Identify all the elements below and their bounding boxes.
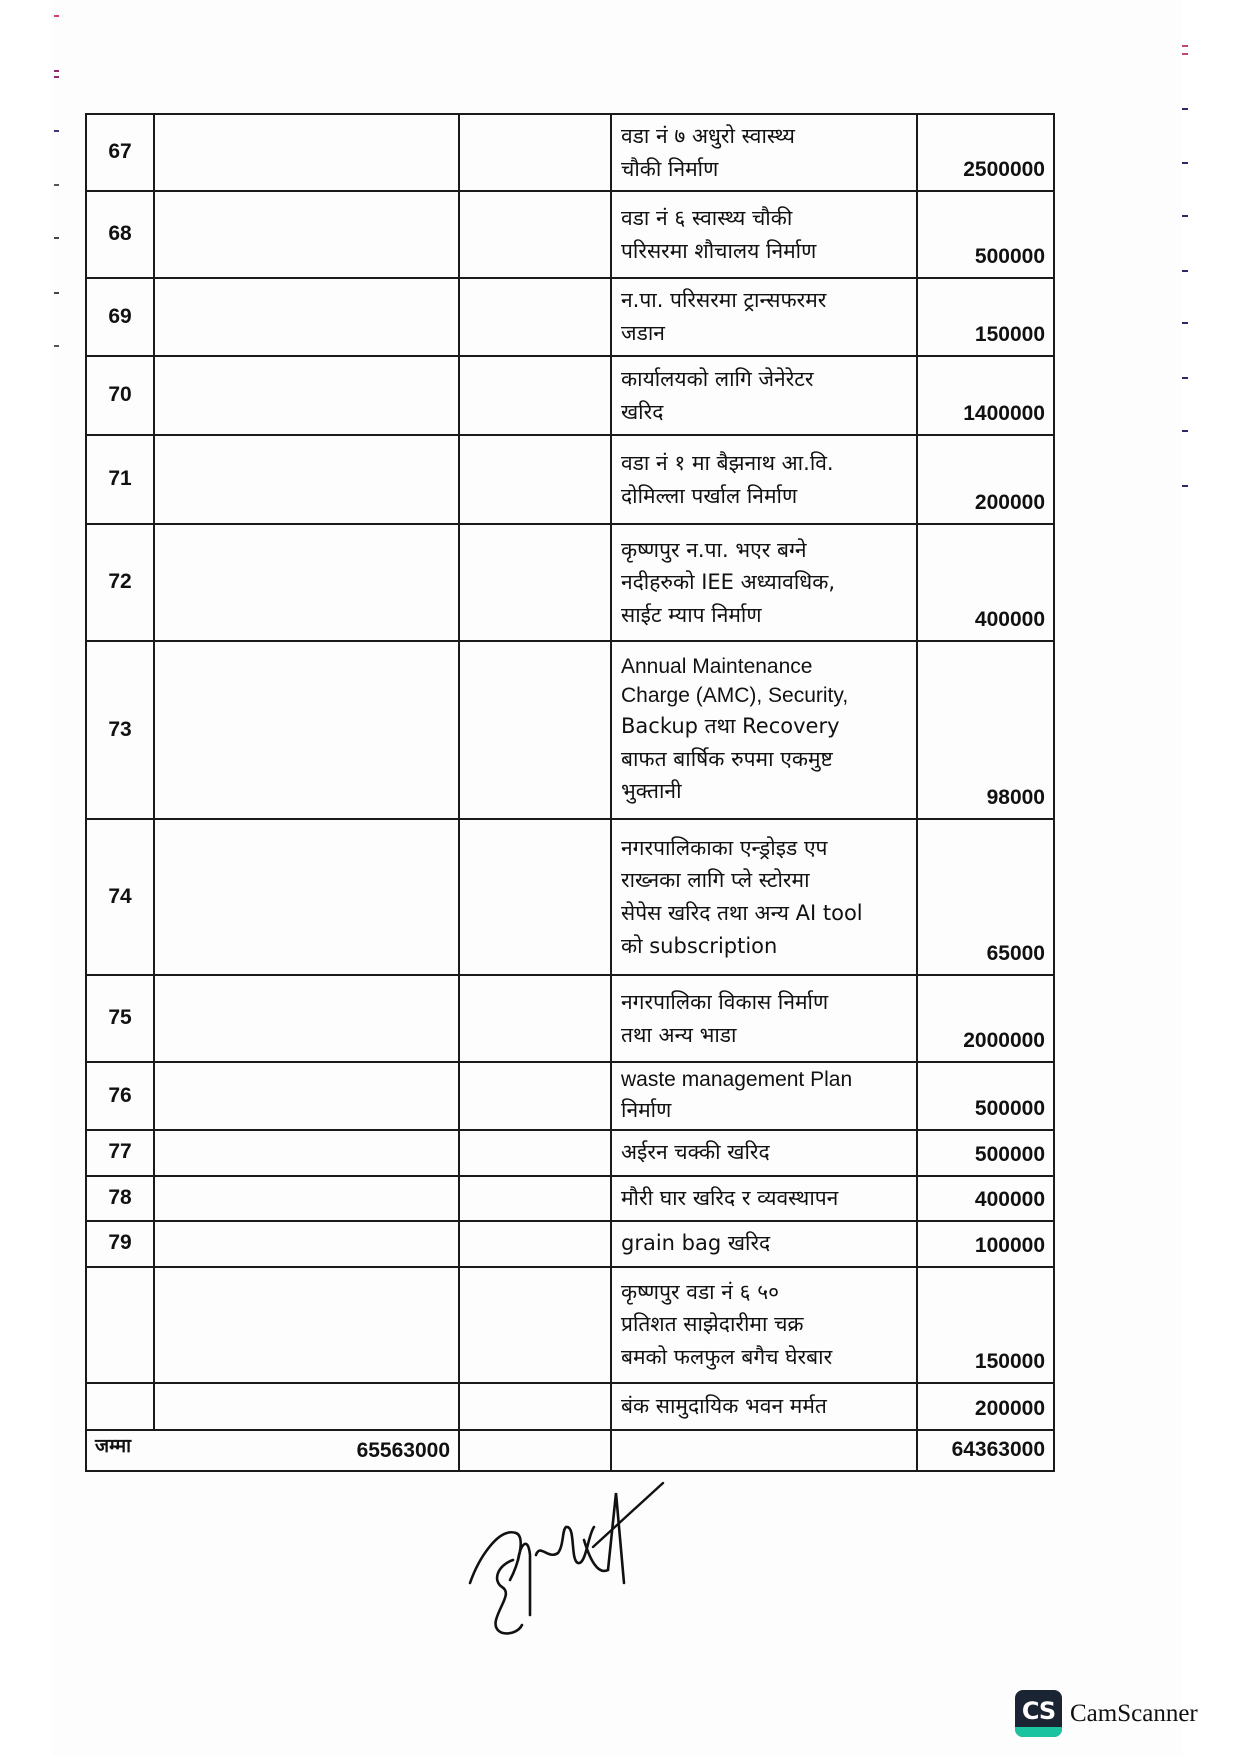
edge-mark: [1182, 485, 1188, 487]
amount: 200000: [917, 1383, 1054, 1430]
description-line: सेपेस खरिद तथा अन्य AI tool: [621, 901, 863, 925]
serial-number: 73: [86, 641, 154, 819]
budget-table-body: [86, 114, 1054, 1430]
blank-cell: [154, 114, 459, 191]
camscanner-logo-icon: [1015, 1690, 1062, 1737]
description-line: को subscription: [621, 933, 778, 958]
description-cell: [611, 435, 917, 524]
table-row: [86, 278, 1054, 356]
description-cell: [611, 1221, 917, 1267]
blank-cell: [154, 819, 459, 975]
blank-cell: [459, 641, 611, 819]
serial-number: 79: [86, 1221, 154, 1267]
edge-mark: [54, 292, 59, 294]
description-line: नदीहरुको IEE अध्यावधिक,: [621, 570, 835, 595]
description-cell: [611, 641, 917, 819]
amount: 200000: [917, 435, 1054, 524]
blank-cell: [459, 191, 611, 278]
blank-cell: [154, 641, 459, 819]
description-cell: [611, 1267, 917, 1383]
description-line: waste management Plan: [621, 1068, 853, 1091]
blank-cell: [154, 356, 459, 435]
signature: [458, 1465, 678, 1650]
table-row: [86, 819, 1054, 975]
blank-cell: [154, 1062, 459, 1130]
edge-mark: [54, 76, 59, 78]
serial-number: 67: [86, 114, 154, 191]
description-line: चौकी निर्माण: [621, 156, 719, 181]
description-line: तथा अन्य भाडा: [621, 1022, 737, 1047]
serial-number: 78: [86, 1176, 154, 1221]
serial-number: 70: [86, 356, 154, 435]
description-line: कार्यालयको लागि जेनेरेटर: [621, 366, 814, 391]
edge-mark: [1182, 53, 1188, 55]
amount: 150000: [917, 278, 1054, 356]
serial-number: 72: [86, 524, 154, 641]
serial-number: 75: [86, 975, 154, 1062]
table-row: [86, 114, 1054, 191]
description-cell: [611, 356, 917, 435]
total-amount: 64363000: [917, 1430, 1054, 1471]
blank-cell: [459, 1221, 611, 1267]
serial-number: 76: [86, 1062, 154, 1130]
table-row: [86, 975, 1054, 1062]
description-line: परिसरमा शौचालय निर्माण: [621, 238, 817, 263]
description-cell: [611, 1130, 917, 1176]
table-row: [86, 524, 1054, 641]
description-line: वडा नं १ मा बैझनाथ आ.वि.: [621, 450, 834, 475]
table-row: [86, 1221, 1054, 1267]
blank-cell: [154, 1267, 459, 1383]
amount: 500000: [917, 1130, 1054, 1176]
description-line: grain bag खरिद: [621, 1231, 771, 1256]
amount: 400000: [917, 1176, 1054, 1221]
blank-cell: [154, 1130, 459, 1176]
serial-number: [86, 1267, 154, 1383]
blank-cell: [459, 1176, 611, 1221]
amount: 150000: [917, 1267, 1054, 1383]
amount: 500000: [917, 191, 1054, 278]
blank-cell: [459, 819, 611, 975]
description-line: वडा नं ७ अधुरो स्वास्थ्य: [621, 123, 795, 148]
amount: 2000000: [917, 975, 1054, 1062]
camscanner-name: CamScanner: [1070, 1699, 1198, 1727]
amount: 500000: [917, 1062, 1054, 1130]
blank-cell: [154, 1383, 459, 1430]
description-line: अईरन चक्की खरिद: [621, 1140, 770, 1165]
description-line: निर्माण: [621, 1098, 672, 1122]
blank-cell: [154, 278, 459, 356]
blank-cell: [459, 1383, 611, 1430]
camscanner-watermark: [1015, 1690, 1198, 1737]
description-line: जडान: [621, 321, 665, 345]
description-cell: [611, 278, 917, 356]
table-row: [86, 641, 1054, 819]
serial-number: 68: [86, 191, 154, 278]
table-row: [86, 1176, 1054, 1221]
edge-mark: [1182, 430, 1188, 432]
blank-cell: [154, 975, 459, 1062]
blank-cell: [154, 1176, 459, 1221]
serial-number: 77: [86, 1130, 154, 1176]
description-line: मौरी घार खरिद र व्यवस्थापन: [621, 1185, 839, 1210]
blank-cell: [154, 524, 459, 641]
amount: 100000: [917, 1221, 1054, 1267]
budget-table: [85, 113, 1055, 1472]
description-line: बंक सामुदायिक भवन मर्मत: [621, 1393, 827, 1418]
description-line: नगरपालिकाका एन्ड्रोइड एप: [621, 835, 828, 860]
description-line: Backup तथा Recovery: [621, 714, 840, 739]
blank-cell: [459, 1062, 611, 1130]
description-line: भुक्तानी: [621, 779, 682, 804]
total-budget: 65563000: [356, 1439, 450, 1462]
blank-cell: [459, 435, 611, 524]
blank-cell: [154, 1221, 459, 1267]
description-line: बाफत बार्षिक रुपमा एकमुष्ट: [621, 746, 833, 771]
serial-number: 74: [86, 819, 154, 975]
description-line: कृष्णपुर वडा नं ६ ५०: [621, 1279, 780, 1304]
edge-mark: [54, 184, 59, 186]
table-row: [86, 191, 1054, 278]
description-cell: [611, 1383, 917, 1430]
amount: 2500000: [917, 114, 1054, 191]
amount: 400000: [917, 524, 1054, 641]
edge-mark: [1182, 108, 1188, 110]
description-cell: [611, 819, 917, 975]
total-label: जम्मा: [95, 1434, 132, 1457]
amount: 65000: [917, 819, 1054, 975]
description-line: न.पा. परिसरमा ट्रान्सफरमर: [621, 288, 827, 313]
edge-mark: [54, 15, 59, 17]
blank-cell: [459, 356, 611, 435]
table-row: [86, 356, 1054, 435]
edge-mark: [54, 345, 59, 347]
edge-mark: [54, 70, 59, 72]
description-line: Annual Maintenance: [621, 655, 813, 679]
description-line: बमको फलफुल बगैच घेरबार: [621, 1344, 833, 1369]
edge-mark: [1182, 162, 1188, 164]
table-row: [86, 1062, 1054, 1130]
blank-cell: [459, 975, 611, 1062]
description-cell: [611, 1176, 917, 1221]
edge-mark: [1182, 45, 1188, 47]
blank-cell: [154, 435, 459, 524]
blank-cell: [154, 191, 459, 278]
edge-mark: [1182, 322, 1188, 324]
camscanner-logo-band: [1015, 1727, 1062, 1737]
table-row: [86, 1130, 1054, 1176]
serial-number: 71: [86, 435, 154, 524]
serial-number: 69: [86, 278, 154, 356]
edge-mark: [1182, 270, 1188, 272]
description-line: नगरपालिका विकास निर्माण: [621, 989, 829, 1014]
description-line: साईट म्याप निर्माण: [621, 602, 762, 627]
blank-cell: [459, 114, 611, 191]
edge-mark: [1182, 377, 1188, 379]
description-line: वडा नं ६ स्वास्थ्य चौकी: [621, 205, 793, 230]
amount: 98000: [917, 641, 1054, 819]
description-cell: [611, 191, 917, 278]
blank-cell: [459, 1267, 611, 1383]
blank-cell: [459, 1130, 611, 1176]
description-line: खरिद: [621, 399, 664, 424]
description-cell: [611, 975, 917, 1062]
description-cell: [611, 524, 917, 641]
camscanner-logo-text: CS: [1021, 1696, 1056, 1725]
description-cell: [611, 114, 917, 191]
table-row: [86, 1267, 1054, 1383]
amount: 1400000: [917, 356, 1054, 435]
blank-cell: [459, 524, 611, 641]
serial-number: [86, 1383, 154, 1430]
edge-mark: [54, 130, 59, 132]
description-line: दोमिल्ला पर्खाल निर्माण: [621, 483, 798, 508]
description-line: Charge (AMC), Security,: [621, 684, 849, 708]
blank-cell: [459, 278, 611, 356]
table-row: [86, 435, 1054, 524]
description-line: कृष्णपुर न.पा. भएर बग्ने: [621, 537, 807, 562]
edge-mark: [54, 237, 59, 239]
description-line: राख्नका लागि प्ले स्टोरमा: [621, 868, 810, 893]
description-line: प्रतिशत साझेदारीमा चक्र: [621, 1312, 804, 1337]
edge-mark: [1182, 215, 1188, 217]
table-row: [86, 1383, 1054, 1430]
description-cell: [611, 1062, 917, 1130]
